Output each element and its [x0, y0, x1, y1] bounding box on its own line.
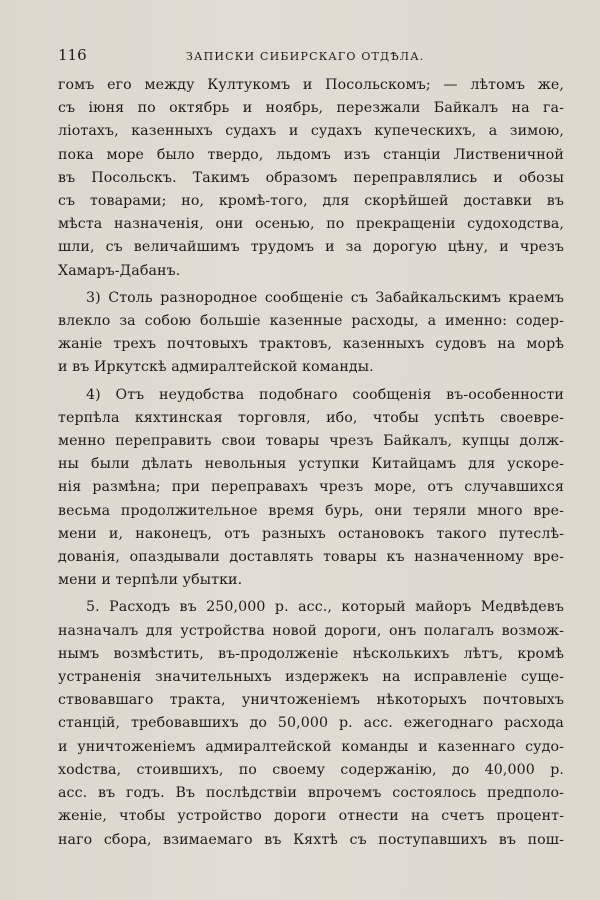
paragraph-1 [58, 74, 564, 283]
text-line: менно переправить свои товары чрезъ Байкалъ, купцы долж- [58, 433, 564, 450]
text-line: гомъ его между Култукомъ и Посольскомъ; — лѣтомъ же, [58, 77, 564, 93]
text-line: весьма продолжительное время бурь, они теряли много вре- [58, 502, 564, 519]
text-line: женіе, чтобы устройство дороги отнести на счетъ процент- [58, 808, 564, 825]
text-line: въ Посольскъ. Такимъ образомъ переправлялись и обозы [58, 169, 564, 186]
paragraph-3 [58, 384, 564, 593]
text-line: и уничтоженіемъ адмиралтейской команды и казеннаго судо- [58, 738, 564, 755]
text-line: ліотахъ, казенныхъ судахъ и судахъ купеческихъ, а зимою, [58, 123, 564, 140]
text-line: съ товарами; но, кромѣ-того, для скорѣйшей доставки въ [58, 193, 564, 210]
text-line: мѣста назначенія, они осенью, по прекращеніи судоходства, [58, 216, 564, 233]
running-title: ЗАПИСКИ СИБИРСКАГО ОТДѢЛА. [186, 50, 425, 63]
text-line: съ іюня по октябрь и ноябрь, перезжали Байкалъ на га- [58, 100, 564, 117]
body-text [58, 74, 564, 852]
page-header [58, 46, 564, 68]
text-line: терпѣла кяхтинская торговля, ибо, чтобы успѣть своевре- [58, 409, 564, 426]
text-line: мени и терпѣли убытки. [58, 572, 243, 589]
text-line: ствовавшаго тракта, уничтоженіемъ нѣкоторыхъ почтовыхъ [58, 692, 564, 709]
text-line: влекло за собою большіе казенные расходы, а именно: содер- [58, 313, 564, 330]
text-line: и въ Иркутскѣ адмиралтейской команды. [58, 359, 374, 376]
text-line: жаніе трехъ почтовыхъ трактовъ, казенныхъ судовъ на морѣ [58, 336, 564, 353]
text-line: пока море было твердо, льдомъ изъ станціи Лиственичной [58, 146, 564, 163]
text-line: станцій, требовавшихъ до 50,000 р. асс. ежегоднаго расхода [58, 715, 564, 732]
text-line: назначалъ для устройства новой дороги, онъ полагалъ возмож- [58, 622, 564, 639]
text-line: устраненія значительныхъ издержекъ на исправленіе суще- [58, 669, 564, 686]
text-line: 5. Расходъ въ 250,000 р. асс., который майоръ Медвѣдевъ [86, 599, 564, 616]
text-line: нія размѣна; при переправахъ чрезъ море, отъ случавшихся [58, 479, 564, 496]
text-line: ны были дѣлать невольныя уступки Китайцамъ для ускоре- [58, 456, 564, 473]
text-line: шли, съ величайшимъ трудомъ и за дорогую цѣну, и чрезъ [58, 239, 564, 256]
paragraph-4 [58, 596, 564, 851]
text-line: 3) Столь разнородное сообщеніе съ Забайкальскимъ краемъ [86, 289, 564, 306]
page-number: 116 [58, 46, 87, 64]
text-line: мени и, наконецъ, отъ разныхъ остановокъ такого путеслѣ- [58, 525, 564, 542]
text-line: асс. въ годъ. Въ послѣдствіи впрочемъ состоялось предполо- [58, 785, 564, 802]
text-line: хodства, стоившихъ, по своему содержанію, до 40,000 р. [58, 761, 564, 778]
text-line: Хамаръ-Дабанъ. [58, 262, 181, 279]
text-line: 4) Отъ неудобства подобнаго сообщенія въ-особенности [86, 386, 564, 403]
text-line: нымъ возмѣстить, въ-продолженіе нѣсколькихъ лѣтъ, кромѣ [58, 645, 564, 662]
text-line: дованія, опаздывали доставлять товары къ назначенному вре- [58, 549, 564, 566]
text-line: наго сбора, взимаемаго въ Кяхтѣ съ поступавшихъ въ пош- [58, 831, 564, 848]
paragraph-2 [58, 287, 564, 380]
